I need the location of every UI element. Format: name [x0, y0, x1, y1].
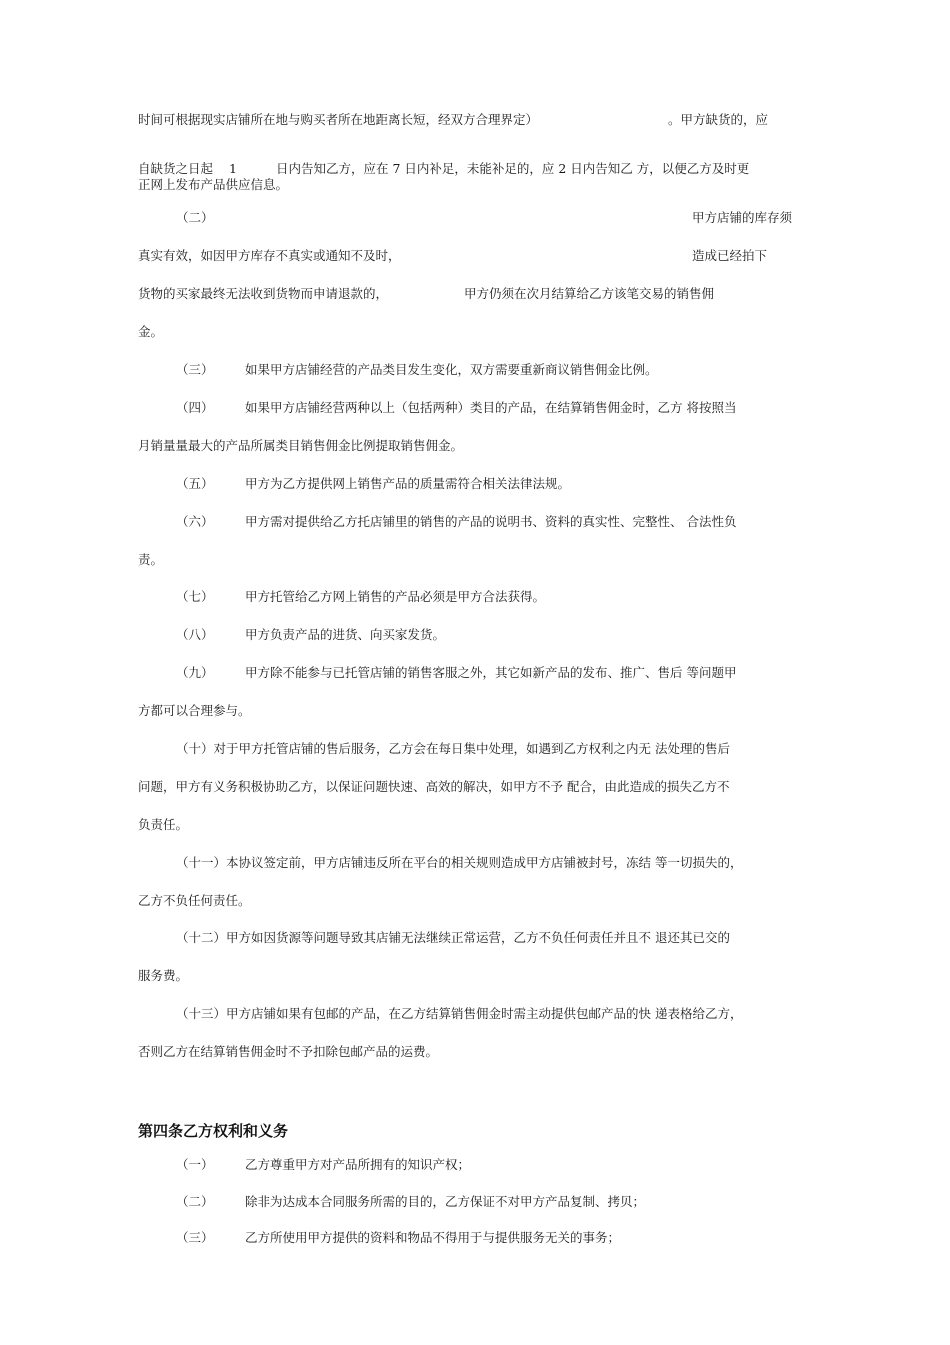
clause-2-line-2b: 造成已经拍下 — [692, 248, 768, 263]
clause-12-line-2: 服务费。 — [138, 968, 189, 983]
clause-5-number: （五） — [176, 476, 214, 491]
clause-4-line-2: 月销量量最大的产品所属类目销售佣金比例提取销售佣金。 — [138, 438, 464, 453]
clause-10-line-1: （十）对于甲方托管店铺的售后服务，乙方会在每日集中处理，如遇到乙方权利之内无 法处理的售后 — [176, 741, 730, 756]
clause-10-line-2: 问题，甲方有义务积极协助乙方，以保证问题快速、高效的解决，如甲方不予 配合，由此造成的损失乙方不 — [138, 779, 730, 794]
clause-12-line-1: （十二）甲方如因货源等问题导致其店铺无法继续正常运营，乙方不负任何责任并且不 退还其已交的 — [176, 930, 730, 945]
clause-4-line-1: 如果甲方店铺经营两种以上（包括两种）类目的产品，在结算销售佣金时，乙方 将按照当 — [245, 400, 737, 415]
clause-2-line-2a: 真实有效，如因甲方库存不真实或通知不及时， — [138, 248, 401, 263]
stock-line-2a: 自缺货之日起 — [138, 161, 214, 176]
clause-11-line-2: 乙方不负任何责任。 — [138, 893, 251, 908]
stock-line-1a: 时间可根据现实店铺所在地与购买者所在地距离长短，经双方合理界定） — [138, 112, 539, 127]
clause-2-number: （二） — [176, 210, 214, 225]
clause-13-line-2: 否则乙方在结算销售佣金时不予扣除包邮产品的运费。 — [138, 1044, 439, 1059]
clause-10-line-3: 负责任。 — [138, 817, 189, 832]
article-4-item-2-text: 除非为达成本合同服务所需的目的，乙方保证不对甲方产品复制、拷贝； — [245, 1194, 646, 1209]
stock-line-2c: 日内告知乙方，应在 7 日内补足，未能补足的，应 2 日内告知乙 方，以便乙方及时更 — [276, 161, 750, 176]
clause-9-line-1: 甲方除不能参与已托管店铺的销售客服之外，其它如新产品的发布、推广、售后 等问题甲 — [245, 665, 737, 680]
clause-7-line-1: 甲方托管给乙方网上销售的产品必须是甲方合法获得。 — [245, 589, 546, 604]
article-4-item-1-number: （一） — [176, 1157, 214, 1172]
stock-line-2b: 1 — [229, 161, 237, 176]
clause-11-line-1: （十一）本协议签定前，甲方店铺违反所在平台的相关规则造成甲方店铺被封号，冻结 等一切损失的， — [176, 855, 743, 870]
article-4-item-3-number: （三） — [176, 1230, 214, 1245]
clause-6-number: （六） — [176, 514, 214, 529]
clause-2-line-1: 甲方店铺的库存须 — [692, 210, 793, 225]
clause-8-number: （八） — [176, 627, 214, 642]
clause-2-line-4: 金。 — [138, 324, 164, 339]
clause-7-number: （七） — [176, 589, 214, 604]
clause-6-line-2: 责。 — [138, 552, 164, 567]
article-4-heading: 第四条乙方权利和义务 — [138, 1122, 289, 1140]
clause-8-line-1: 甲方负责产品的进货、向买家发货。 — [245, 627, 446, 642]
article-4-item-3-text: 乙方所使用甲方提供的资料和物品不得用于与提供服务无关的事务； — [245, 1230, 621, 1245]
stock-line-3: 正网上发布产品供应信息。 — [138, 177, 289, 192]
clause-13-line-1: （十三）甲方店铺如果有包邮的产品，在乙方结算销售佣金时需主动提供包邮产品的快 递表格给乙方， — [176, 1006, 743, 1021]
clause-6-line-1: 甲方需对提供给乙方托店铺里的销售的产品的说明书、资料的真实性、完整性、 合法性负 — [245, 514, 737, 529]
stock-line-1b: 。甲方缺货的，应 — [668, 112, 769, 127]
article-4-item-2-number: （二） — [176, 1194, 214, 1209]
clause-3-line-1: 如果甲方店铺经营的产品类目发生变化，双方需要重新商议销售佣金比例。 — [245, 362, 658, 377]
clause-2-line-3a: 货物的买家最终无法收到货物而申请退款的， — [138, 286, 389, 301]
clause-9-number: （九） — [176, 665, 214, 680]
article-4-item-1-text: 乙方尊重甲方对产品所拥有的知识产权； — [245, 1157, 471, 1172]
clause-5-line-1: 甲方为乙方提供网上销售产品的质量需符合相关法律法规。 — [245, 476, 571, 491]
clause-4-number: （四） — [176, 400, 214, 415]
clause-3-number: （三） — [176, 362, 214, 377]
clause-9-line-2: 方都可以合理参与。 — [138, 703, 251, 718]
clause-2-line-3b: 甲方仍须在次月结算给乙方该笔交易的销售佣 — [464, 286, 715, 301]
